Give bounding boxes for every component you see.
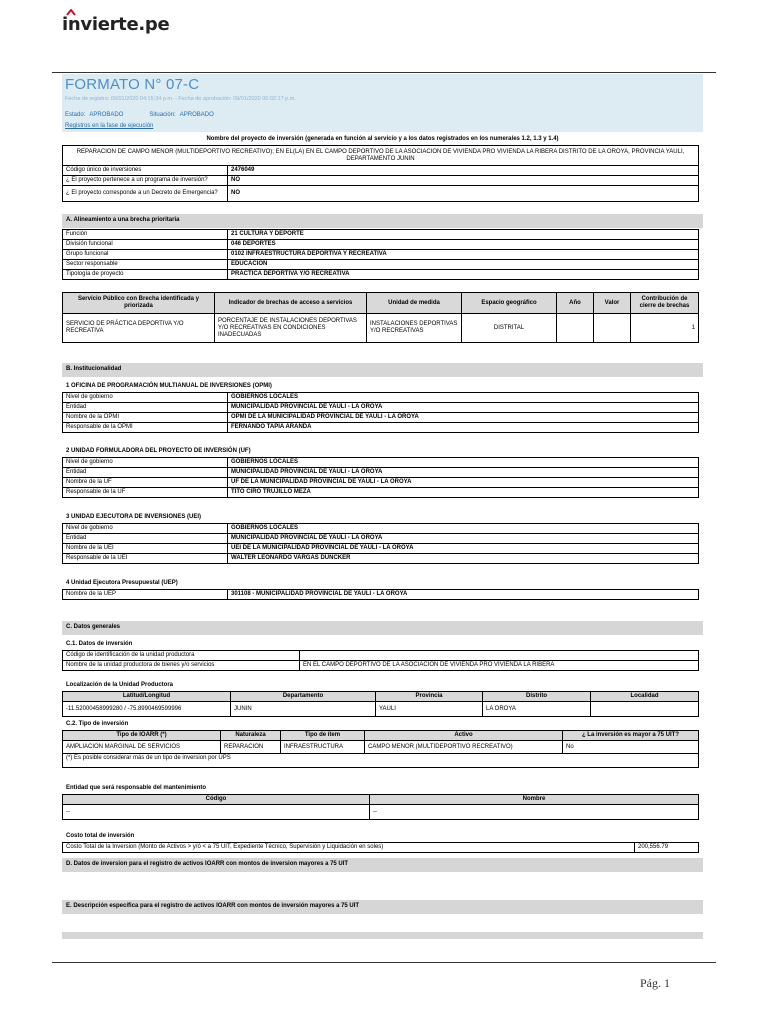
alignment-label: División funcional	[63, 240, 228, 250]
c2-cell: REPARACION	[221, 741, 281, 754]
location-caption: Localización de la Unidad Productora	[66, 682, 174, 688]
page-number: Pág. 1	[640, 976, 670, 990]
brecha-cell: PORCENTAJE DE INSTALACIONES DEPORTIVAS Y/O RECREATIVAS EN CONDICIONES INADECUADAS	[215, 314, 367, 343]
c2-cell: No	[563, 741, 699, 754]
c1-table	[62, 650, 699, 671]
uei-value: UEI DE LA MUNICIPALIDAD PROVINCIAL DE YAULI - LA OROYA	[228, 544, 699, 554]
brecha-table	[62, 292, 699, 343]
location-cell: -11.52000458999280 / -75.8990469599996	[63, 702, 231, 717]
maintenance-caption: Entidad que será responsable del mantenimiento	[66, 785, 207, 791]
c1-value	[300, 651, 699, 661]
opmi-value: OPMI DE LA MUNICIPALIDAD PROVINCIAL DE YAULI - LA OROYA	[228, 413, 699, 423]
brecha-cell: 1	[631, 314, 699, 343]
c2-header: Tipo de IOARR (*)	[63, 731, 221, 741]
cost-caption: Costo total de inversión	[66, 833, 135, 839]
top-divider	[52, 72, 716, 73]
uf-label: Entidad	[63, 468, 228, 478]
maintenance-cell: --	[370, 805, 699, 820]
brecha-cell: DISTRITAL	[462, 314, 557, 343]
uei-label: Entidad	[63, 534, 228, 544]
project-label: Código único de inversiones	[63, 166, 228, 176]
brecha-header: Año	[557, 293, 594, 314]
uep-caption: 4 Unidad Ejecutora Presupuestal (UEP)	[66, 580, 178, 586]
uei-label: Nombre de la UEI	[63, 544, 228, 554]
c2-table	[62, 730, 699, 768]
project-label: ¿ El proyecto corresponde a un Decreto de Emergencia?	[63, 186, 228, 202]
location-cell: YAULI	[376, 702, 483, 717]
project-value: NO	[228, 176, 699, 186]
uei-caption: 3 UNIDAD EJECUTORA DE INVERSIONES (UEI)	[66, 514, 202, 520]
brecha-header: Contribución de cierre de brechas	[631, 293, 699, 314]
uf-label: Responsable de la UF	[63, 488, 228, 498]
opmi-label: Entidad	[63, 403, 228, 413]
bottom-divider	[52, 962, 716, 963]
section-c-band: C. Datos generales	[62, 621, 703, 635]
alignment-value: EDUCACION	[228, 260, 699, 270]
c2-cell: CAMPO MENOR (MULTIDEPORTIVO RECREATIVO)	[365, 741, 563, 754]
location-cell: JUNIN	[231, 702, 376, 717]
status-line	[65, 112, 218, 118]
uei-label: Responsable de la UEI	[63, 554, 228, 564]
location-header: Latitud/Longitud	[63, 692, 231, 702]
uf-label: Nivel de gobierno	[63, 458, 228, 468]
brecha-cell: SERVICIO DE PRÁCTICA DEPORTIVA Y/O RECREATIVA	[63, 314, 215, 343]
opmi-value: MUNICIPALIDAD PROVINCIAL DE YAULI - LA OROYA	[228, 403, 699, 413]
location-header: Departamento	[231, 692, 376, 702]
cost-label: Costo Total de la Inversion (Monto de Activos > y/ó < a 75 UIT, Expediente Técnico, Supervisión y Liquidación en soles)	[63, 843, 635, 853]
maintenance-header: Código	[63, 795, 370, 805]
location-cell	[591, 702, 699, 717]
uf-value: MUNICIPALIDAD PROVINCIAL DE YAULI - LA OROYA	[228, 468, 699, 478]
project-name: REPARACION DE CAMPO MENOR (MULTIDEPORTIVO RECREATIVO); EN EL(LA) EN EL CAMPO DEPORTIVO DE LA ASOCIACION DE VIVIENDA PRO VIVIENDA LA RIBERA DISTRITO DE LA OROYA, PROVINCIA YAULI, DEPARTAMENTO JUNIN	[63, 146, 699, 166]
invierte-logo	[62, 14, 169, 46]
uei-value: MUNICIPALIDAD PROVINCIAL DE YAULI - LA OROYA	[228, 534, 699, 544]
brecha-header: Valor	[594, 293, 631, 314]
uep-value: 301108 - MUNICIPALIDAD PROVINCIAL DE YAULI - LA OROYA	[228, 590, 699, 600]
situacion-label: Situación:	[149, 112, 176, 118]
c2-header: Naturaleza	[221, 731, 281, 741]
brecha-header: Unidad de medida	[367, 293, 462, 314]
logo-text: invierte.pe	[62, 14, 170, 35]
maintenance-cell: --	[63, 805, 370, 820]
maintenance-header: Nombre	[370, 795, 699, 805]
cost-table	[62, 842, 699, 853]
alignment-table	[62, 229, 699, 280]
estado-value: APROBADO	[89, 112, 124, 118]
alignment-label: Función	[63, 230, 228, 240]
cost-value: 200,556.79	[635, 843, 699, 853]
location-cell: LA OROYA	[483, 702, 591, 717]
c1-label: Código de identificación de la unidad productora	[63, 651, 300, 661]
location-header: Localidad	[591, 692, 699, 702]
brecha-cell: INSTALACIONES DEPORTIVAS Y/O RECREATIVAS	[367, 314, 462, 343]
c1-label: Nombre de la unidad productora de bienes y/o servicios	[63, 661, 300, 671]
alignment-label: Grupo funcional	[63, 250, 228, 260]
uf-value: UF DE LA MUNICIPALIDAD PROVINCIAL DE YAULI - LA OROYA	[228, 478, 699, 488]
situacion-value: APROBADO	[179, 112, 214, 118]
opmi-label: Responsable de la OPMI	[63, 423, 228, 433]
alignment-label: Tipología de proyecto	[63, 270, 228, 280]
opmi-table	[62, 392, 699, 433]
uf-value: TITO CIRO TRUJILLO MEZA	[228, 488, 699, 498]
c2-header: Tipo de ítem	[281, 731, 365, 741]
opmi-label: Nivel de gobierno	[63, 393, 228, 403]
c2-caption: C.2. Tipo de inversión	[66, 721, 129, 727]
maintenance-table	[62, 794, 699, 820]
uf-value: GOBIERNOS LOCALES	[228, 458, 699, 468]
alignment-value: 046 DEPORTES	[228, 240, 699, 250]
brecha-header: Espacio geográfico	[462, 293, 557, 314]
opmi-value: FERNANDO TAPIA ARANDA	[228, 423, 699, 433]
uep-table	[62, 589, 699, 600]
brecha-cell	[594, 314, 631, 343]
estado-label: Estado:	[65, 112, 86, 118]
alignment-value: 21 CULTURA Y DEPORTE	[228, 230, 699, 240]
c1-value: EN EL CAMPO DEPORTIVO DE LA ASOCIACION DE VIVIENDA PRO VIVIENDA LA RIBERA	[300, 661, 699, 671]
format-title: FORMATO N° 07-C	[65, 76, 200, 93]
project-label: ¿ El proyecto pertenece a un programa de inversión?	[63, 176, 228, 186]
c2-header: Activo	[365, 731, 563, 741]
alignment-label: Sector responsable	[63, 260, 228, 270]
alignment-value: 0102 INFRAESTRUCTURA DEPORTIVA Y RECREATIVA	[228, 250, 699, 260]
section-b-band: B. Institucionalidad	[62, 363, 703, 377]
c2-note: (*) Es posible considerar más de un tipo de inversion por UPS	[63, 754, 699, 768]
section-e-band: E. Descripción específica para el registro de activos IOARR con montos de inversión mayores a 75 UIT	[62, 900, 703, 914]
c1-caption: C.1. Datos de inversión	[66, 641, 133, 647]
location-header: Provincia	[376, 692, 483, 702]
uei-value: GOBIERNOS LOCALES	[228, 524, 699, 534]
project-value: 2476049	[228, 166, 699, 176]
uei-value: WALTER LEONARDO VARGAS DUNCKER	[228, 554, 699, 564]
section-d-band: D. Datos de inversion para el registro de activos IOARR con montos de inversion mayores a 75 UIT	[62, 858, 703, 872]
opmi-value: GOBIERNOS LOCALES	[228, 393, 699, 403]
opmi-caption: 1 OFICINA DE PROGRAMACIÓN MULTIANUAL DE INVERSIONES (OPMI)	[66, 383, 272, 389]
c2-cell: INFRAESTRUCTURA	[281, 741, 365, 754]
project-caption: Nombre del proyecto de inversión (generada en función al servicio y a los datos registrados en los numerales 1.2, 1.3 y 1.4)	[206, 136, 559, 142]
uf-table	[62, 457, 699, 498]
c2-header: ¿ La inversión es mayor a 75 UIT?	[563, 731, 699, 741]
brecha-cell	[557, 314, 594, 343]
uf-caption: 2 UNIDAD FORMULADORA DEL PROYECTO DE INVERSIÓN (UF)	[66, 448, 251, 454]
section-a-band: A. Alineamiento a una brecha prioritaria	[62, 214, 703, 228]
alignment-value: PRÁCTICA DEPORTIVA Y/O RECREATIVA	[228, 270, 699, 280]
execution-records-link[interactable]: Registros en la fase de ejecución	[65, 123, 154, 129]
uep-label: Nombre de la UEP	[63, 590, 228, 600]
format-dates: Fecha de registro: 09/01/2020 04:15:34 p.m. - Fecha de aprobación: 09/01/2020 06:02:17 p.m.	[65, 96, 296, 102]
brecha-header: Servicio Público con Brecha identificada y priorizada	[63, 293, 215, 314]
section-end-band	[62, 932, 703, 939]
c2-cell: AMPLIACION MARGINAL DE SERVICIOS	[63, 741, 221, 754]
uei-table	[62, 523, 699, 564]
location-header: Distrito	[483, 692, 591, 702]
project-table	[62, 145, 699, 202]
uf-label: Nombre de la UF	[63, 478, 228, 488]
brecha-header: Indicador de brechas de acceso a servicios	[215, 293, 367, 314]
project-value: NO	[228, 186, 699, 202]
opmi-label: Nombre de la OPMI	[63, 413, 228, 423]
uei-label: Nivel de gobierno	[63, 524, 228, 534]
location-table	[62, 691, 699, 717]
